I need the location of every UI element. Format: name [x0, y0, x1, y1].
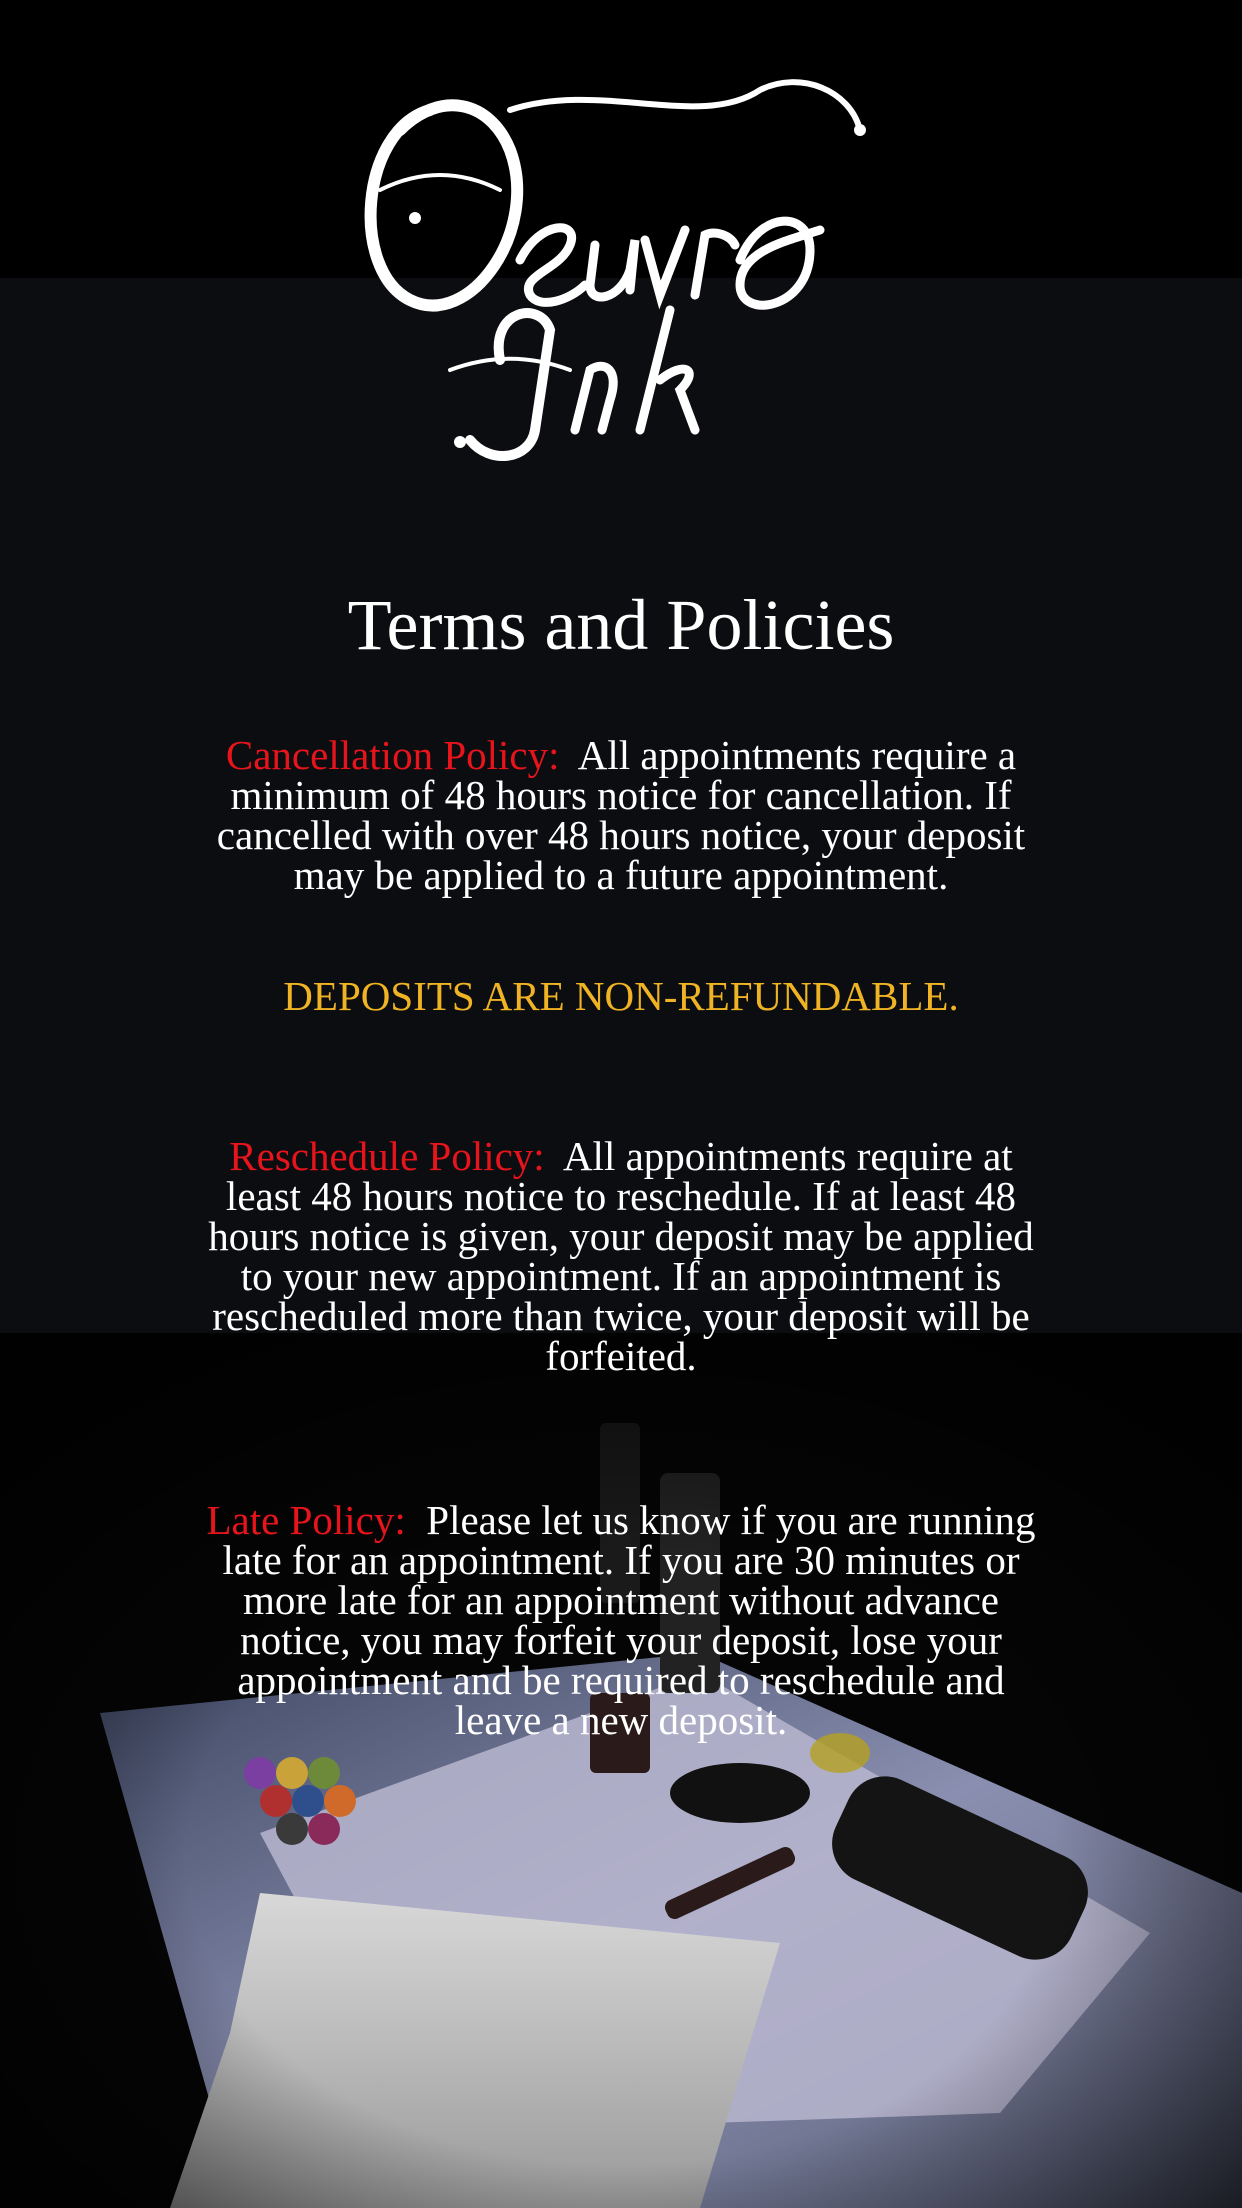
reschedule-policy-text: All appointments require at least 48 hours notice to reschedule. If at least 48 hours notice is given, your deposit may be applied to your new appointment. If an appointment is rescheduled more than twice, your deposit will be forfeited. [208, 1133, 1034, 1379]
page-title: Terms and Policies [347, 585, 895, 665]
reschedule-policy [195, 1133, 1047, 1379]
late-policy [195, 1497, 1047, 1743]
deposit-notice: DEPOSITS ARE NON-REFUNDABLE. [283, 973, 959, 1019]
brand-logo [340, 70, 900, 490]
cancellation-policy [195, 732, 1047, 898]
cancellation-policy-text: All appointments require a minimum of 48 hours notice for cancellation. If cancelled with over 48 hours notice, your deposit may be applied to a future appointment. [216, 732, 1026, 898]
tattoo-workstation-image [0, 1333, 1242, 2208]
reschedule-policy-label: Reschedule Policy: [229, 1133, 545, 1179]
cancellation-policy-label: Cancellation Policy: [225, 732, 560, 778]
late-policy-text: Please let us know if you are running late for an appointment. If you are 30 minutes or more late for an appointment without advance notice, you may forfeit your deposit, lose your appointment and be required to reschedule and leave a new deposit. [222, 1497, 1036, 1743]
late-policy-label: Late Policy: [206, 1497, 406, 1543]
